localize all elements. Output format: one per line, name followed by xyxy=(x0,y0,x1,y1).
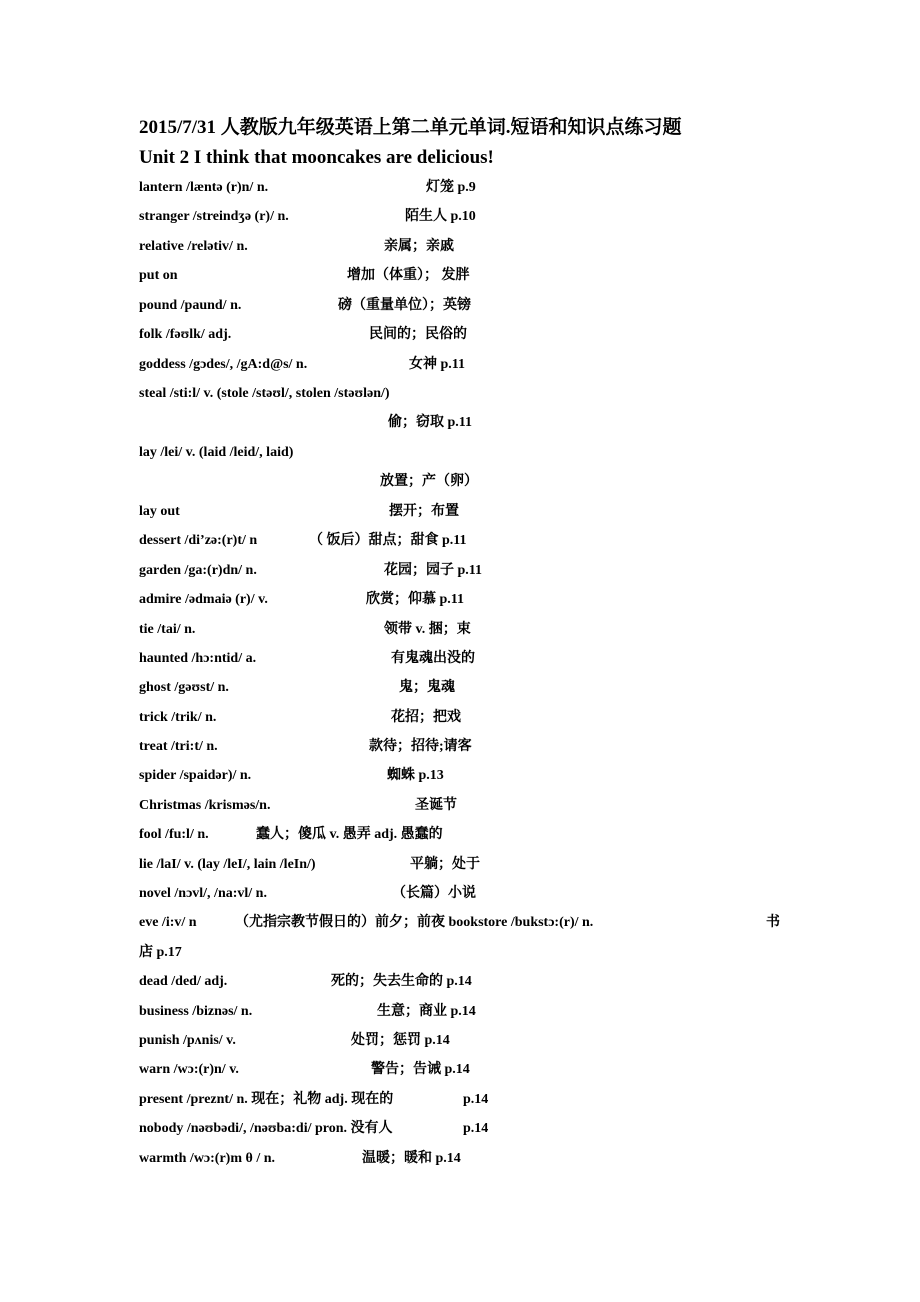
vocab-word: dessert /di’zə:(r)t/ n xyxy=(139,533,258,548)
vocab-meaning: 民间的；民俗的 xyxy=(369,327,467,342)
vocab-meaning: 欣赏；仰慕 p.11 xyxy=(366,592,465,607)
vocab-word: lay /lei/ v. (laid /leid/, laid) xyxy=(139,445,294,460)
vocab-meaning: （ 饭后）甜点；甜食 p.11 xyxy=(309,533,467,548)
vocab-meaning: 亲属；亲戚 xyxy=(384,239,454,254)
vocab-meaning: p.14 xyxy=(463,1121,489,1136)
vocab-word: admire /ədmaiə (r)/ v. xyxy=(139,592,268,607)
vocab-meaning: 处罚；惩罚 p.14 xyxy=(351,1033,450,1048)
vocab-word: lantern /læntə (r)n/ n. xyxy=(139,180,269,195)
vocab-meaning: 领带 v. 捆；束 xyxy=(384,622,471,637)
vocab-meaning: 款待；招待;请客 xyxy=(369,739,472,754)
vocab-meaning: 陌生人 p.10 xyxy=(405,209,476,224)
vocab-word: lie /laI/ v. (lay /leI/, lain /leIn/) xyxy=(139,857,316,872)
vocab-word: trick /trik/ n. xyxy=(139,710,217,725)
vocab-meaning: 鬼；鬼魂 xyxy=(399,680,455,695)
vocab-meaning: 放置；产（卵） xyxy=(380,474,478,489)
vocab-word: business /biznəs/ n. xyxy=(139,1004,253,1019)
vocab-word: warn /wɔ:(r)n/ v. xyxy=(139,1062,239,1077)
vocab-word: treat /tri:t/ n. xyxy=(139,739,218,754)
vocab-word: 店 p.17 xyxy=(139,945,182,960)
vocab-word: eve /i:v/ n xyxy=(139,915,197,930)
vocab-word: tie /tai/ n. xyxy=(139,622,196,637)
vocab-word: folk /fəʊlk/ adj. xyxy=(139,327,232,342)
vocab-meaning: 磅（重量单位）；英镑 xyxy=(338,298,471,313)
vocab-word: spider /spaidər)/ n. xyxy=(139,768,252,783)
vocab-word: dead /ded/ adj. xyxy=(139,974,228,989)
vocab-meaning: 花招；把戏 xyxy=(391,710,461,725)
vocab-word: put on xyxy=(139,268,178,283)
vocab-meaning: 平躺；处于 xyxy=(410,857,480,872)
vocab-word: relative /relətiv/ n. xyxy=(139,239,248,254)
vocab-meaning: 摆开；布置 xyxy=(389,504,459,519)
vocab-word: nobody /nəʊbədi/, /nəʊba:di/ pron. 没有人 xyxy=(139,1121,393,1136)
vocab-word: Christmas /krisməs/n. xyxy=(139,798,271,813)
vocab-meaning: 花园；园子 p.11 xyxy=(384,563,483,578)
vocab-meaning: p.14 xyxy=(463,1092,489,1107)
vocab-word: ghost /gəʊst/ n. xyxy=(139,680,229,695)
vocab-meaning: 圣诞节 xyxy=(415,798,457,813)
vocab-meaning: （长篇）小说 xyxy=(392,886,476,901)
vocab-word: pound /paund/ n. xyxy=(139,298,242,313)
vocab-meaning: 灯笼 p.9 xyxy=(426,180,476,195)
vocab-meaning: 蠢人；傻瓜 v. 愚弄 adj. 愚蠢的 xyxy=(256,827,443,842)
vocab-word: warmth /wɔ:(r)m θ / n. xyxy=(139,1151,275,1166)
vocab-meaning: 温暖；暖和 p.14 xyxy=(362,1151,461,1166)
vocab-meaning: 女神 p.11 xyxy=(409,357,466,372)
vocab-word: goddess /gɔdes/, /gA:d@s/ n. xyxy=(139,357,308,372)
vocab-meaning: 警告；告诫 p.14 xyxy=(371,1062,470,1077)
vocab-word: garden /ga:(r)dn/ n. xyxy=(139,563,257,578)
vocab-meaning: 偷；窃取 p.11 xyxy=(388,415,473,430)
vocab-meaning: 蜘蛛 p.13 xyxy=(387,768,444,783)
vocab-word: fool /fu:l/ n. xyxy=(139,827,209,842)
vocab-word: novel /nɔvl/, /na:vl/ n. xyxy=(139,886,267,901)
vocab-meaning: 书 xyxy=(766,915,780,930)
vocab-meaning: 生意；商业 p.14 xyxy=(377,1004,476,1019)
vocab-meaning: 有鬼魂出没的 xyxy=(391,651,475,666)
vocab-word: present /preznt/ n. 现在；礼物 adj. 现在的 xyxy=(139,1092,394,1107)
vocab-word: punish /pʌnis/ v. xyxy=(139,1033,236,1048)
vocab-meaning: （尤指宗教节假日的）前夕；前夜 bookstore /bukstɔ:(r)/ n. xyxy=(235,915,594,930)
vocab-meaning: 死的；失去生命的 p.14 xyxy=(331,974,472,989)
vocab-word: lay out xyxy=(139,504,180,519)
vocab-word: steal /sti:l/ v. (stole /stəʊl/, stolen /stəʊlən/) xyxy=(139,386,390,401)
vocab-word: stranger /streindʒə (r)/ n. xyxy=(139,209,289,224)
document-subtitle: Unit 2 I think that mooncakes are delicious! xyxy=(139,147,494,168)
document-title: 2015/7/31 人教版九年级英语上第二单元单词.短语和知识点练习题 xyxy=(139,117,682,138)
vocab-meaning: 增加（体重）； 发胖 xyxy=(347,268,470,283)
vocab-word: haunted /hɔ:ntid/ a. xyxy=(139,651,257,666)
